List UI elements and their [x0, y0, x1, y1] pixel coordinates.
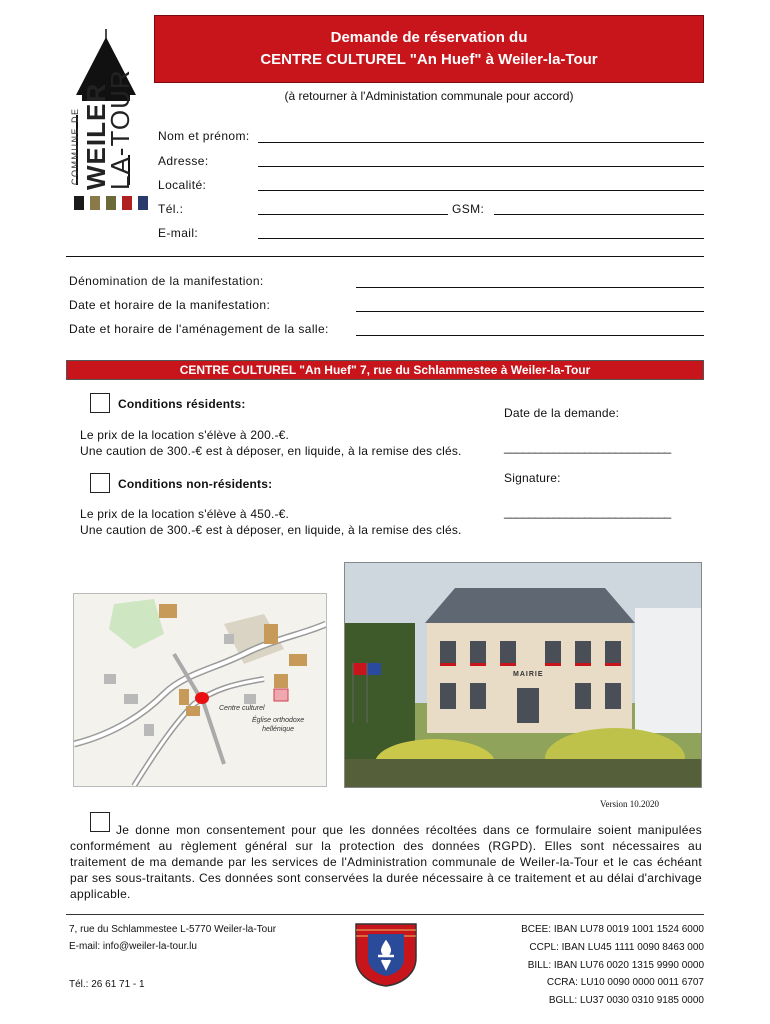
swatch: [138, 196, 148, 210]
event-datetime-label: Date et horaire de la manifestation:: [69, 298, 271, 312]
town-hall-sign: MAIRIE: [513, 671, 544, 678]
gsm-label: GSM:: [452, 202, 485, 216]
request-date-field[interactable]: ___________________________: [504, 440, 671, 454]
consent-text: [70, 822, 702, 902]
event-name-label: Dénomination de la manifestation:: [69, 274, 264, 288]
address-label: Adresse:: [158, 154, 209, 168]
town-hall-photo: [344, 562, 702, 788]
map-label-church-line1: Église orthodoxe: [252, 717, 305, 724]
residents-checkbox[interactable]: [90, 393, 110, 413]
coat-of-arms-icon: [354, 922, 418, 988]
form-title-line2: CENTRE CULTUREL "An Huef" à Weiler-la-Tour: [260, 51, 598, 68]
bank-ccpl: CCPL: IBAN LU45 1111 0090 8463 000: [529, 942, 704, 953]
gsm-field[interactable]: [494, 214, 704, 215]
non-residents-checkbox[interactable]: [90, 473, 110, 493]
swatch: [74, 196, 84, 210]
form-title-line1: Demande de réservation du: [330, 29, 528, 46]
form-subtitle: (à retourner à l'Administation communale pour accord): [284, 89, 574, 103]
section-divider: [66, 256, 704, 257]
logo-text-commune: COMMUNE DE: [70, 107, 80, 185]
non-residents-price: Le prix de la location s'élève à 450.-€.: [80, 507, 290, 521]
venue-banner: CENTRE CULTUREL "An Huef" 7, rue du Schlammestee à Weiler-la-Tour: [66, 360, 704, 380]
residents-title: Conditions résidents:: [118, 397, 246, 411]
bank-bill: BILL: IBAN LU76 0020 1315 9990 0000: [527, 960, 704, 971]
event-name-field[interactable]: [356, 287, 704, 288]
footer-address: 7, rue du Schlammestee L-5770 Weiler-la-Tour: [69, 924, 277, 935]
non-residents-title: Conditions non-résidents:: [118, 477, 273, 491]
bank-bcee: BCEE: IBAN LU78 0019 1001 1524 6000: [521, 924, 704, 935]
signature-label: Signature:: [504, 471, 561, 485]
location-map: [73, 593, 327, 787]
map-label-centre: Centre culturel: [219, 705, 265, 712]
residents-price: Le prix de la location s'élève à 200.-€.: [80, 428, 290, 442]
email-field[interactable]: [258, 238, 704, 239]
map-location-marker: [195, 692, 209, 704]
non-residents-deposit: Une caution de 300.-€ est à déposer, en liquide, à la remise des clés.: [80, 523, 462, 537]
bank-ccra: CCRA: LU10 0090 0000 0011 6707: [546, 977, 704, 988]
email-label: E-mail:: [158, 226, 199, 240]
setup-datetime-field[interactable]: [356, 335, 704, 336]
swatch: [90, 196, 100, 210]
map-label-church: [252, 716, 304, 734]
locality-label: Localité:: [158, 178, 207, 192]
footer-divider: [66, 914, 704, 915]
map-drawing: [74, 594, 326, 786]
logo-text-la-tour: LA-TOUR: [105, 69, 135, 190]
footer-email: E-mail: info@weiler-la-tour.lu: [69, 941, 197, 952]
map-label-church-line2: hellénique: [262, 726, 295, 733]
event-datetime-field[interactable]: [356, 311, 704, 312]
address-field[interactable]: [258, 166, 704, 167]
name-field[interactable]: [258, 142, 704, 143]
setup-datetime-label: Date et horaire de l'aménagement de la salle:: [69, 322, 329, 336]
swatch: [122, 196, 132, 210]
logo-text-weiler: WEILER: [81, 82, 111, 190]
bank-bgll: BGLL: LU37 0030 0310 9185 0000: [548, 995, 704, 1006]
logo-color-swatches: [74, 196, 148, 210]
consent-statement: Je donne mon consentement pour que les données récoltées dans ce formulaire soient manipulées conformément au règlement général sur la protection des données (RGPD). Elles sont nécessaires au traitement de ma demande par les services de l'Administration communale de Weiler-la-Tour et le cas échéant par ses sous-traitants. Ces données sont conservées la durée nécessaire à ce traitement et au délai d'archivage applicable.: [70, 823, 702, 901]
tel-label: Tél.:: [158, 202, 184, 216]
locality-field[interactable]: [258, 190, 704, 191]
footer-tel: Tél.: 26 61 71 - 1: [69, 979, 145, 990]
residents-deposit: Une caution de 300.-€ est à déposer, en liquide, à la remise des clés.: [80, 444, 462, 458]
form-title-box: [154, 15, 704, 83]
name-label: Nom et prénom:: [158, 129, 250, 143]
tel-field[interactable]: [258, 214, 448, 215]
signature-field[interactable]: ___________________________: [504, 505, 671, 519]
swatch: [106, 196, 116, 210]
request-date-label: Date de la demande:: [504, 406, 620, 420]
version-label: Version 10.2020: [600, 799, 659, 809]
